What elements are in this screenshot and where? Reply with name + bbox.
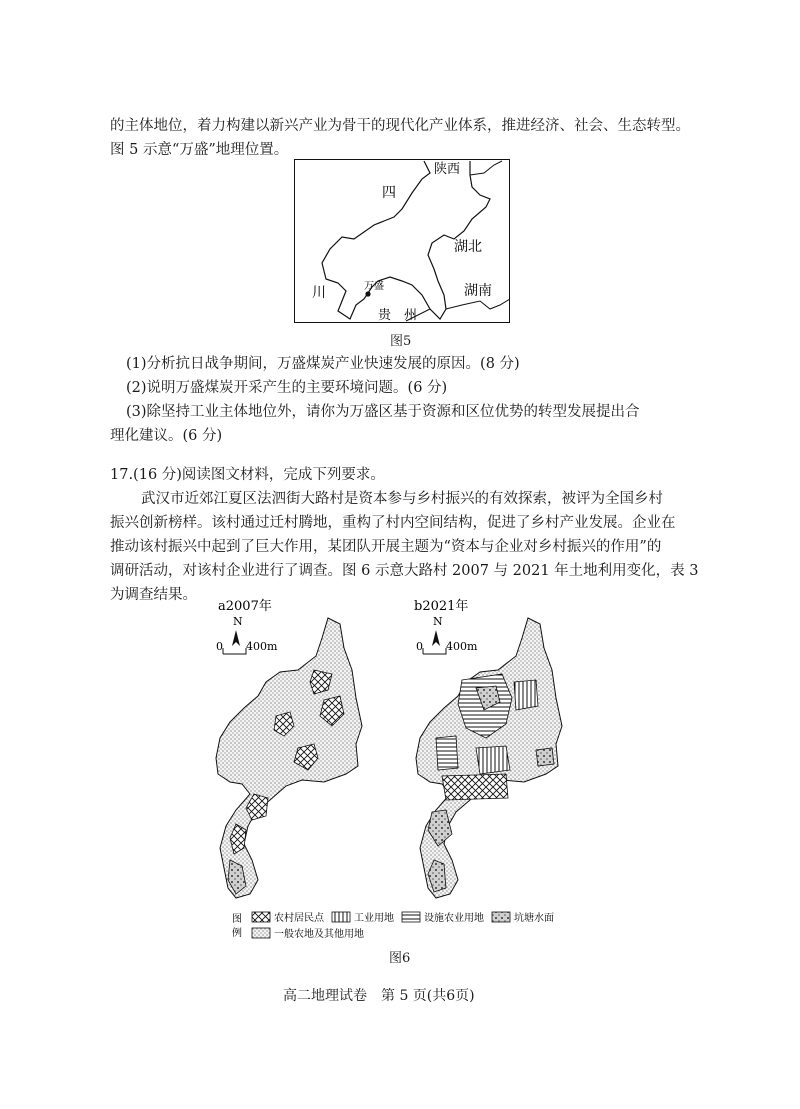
svg-text:图: 图 — [232, 914, 242, 925]
svg-text:N: N — [433, 615, 443, 628]
legend-facility-swatch — [402, 912, 420, 922]
q16-item-3a: (3)除坚持工业主体地位外，请你为万盛区基于资源和区位优势的转型发展提出合 — [126, 404, 640, 420]
label-si: 四 — [382, 185, 396, 201]
svg-text:400m: 400m — [246, 640, 278, 653]
figure-6-maps — [206, 598, 590, 943]
label-chuan: 川 — [312, 285, 326, 301]
page-footer: 高二地理试卷 第 5 页(共6页) — [283, 988, 475, 1004]
svg-text:0: 0 — [416, 640, 423, 653]
q16-item-1: (1)分析抗日战争期间，万盛煤炭产业快速发展的原因。(8 分) — [126, 356, 520, 372]
intro-line-1: 的主体地位，着力构建以新兴产业为骨干的现代化产业体系，推进经济、社会、生态转型。 — [110, 118, 690, 134]
legend-industrial-label: 工业用地 — [354, 913, 394, 924]
q16-item-3b: 理化建议。(6 分) — [110, 428, 223, 444]
svg-text:N: N — [233, 615, 243, 628]
map-a-title: a2007年 — [218, 599, 272, 614]
q16-item-2: (2)说明万盛煤炭开采产生的主要环境问题。(6 分) — [126, 380, 448, 396]
wansheng-point — [365, 291, 370, 296]
q17-para-3: 推动该村振兴中起到了巨大作用，某团队开展主题为“资本与企业对乡村振兴的作用”的 — [110, 539, 662, 555]
map-a-2007 — [216, 618, 362, 898]
figure-6-caption: 图6 — [389, 951, 411, 966]
intro-line-2: 图 5 示意“万盛”地理位置。 — [110, 142, 289, 158]
svg-text:400m: 400m — [446, 640, 478, 653]
q17-para-1: 武汉市近郊江夏区法泗街大路村是资本参与乡村振兴的有效探索，被评为全国乡村 — [141, 491, 663, 507]
figure-5-map — [294, 159, 510, 323]
legend-farmland-label: 一般农地及其他用地 — [274, 929, 364, 940]
q17-para-2: 振兴创新榜样。该村通过迁村腾地，重构了村内空间结构，促进了乡村产业发展。企业在 — [110, 515, 676, 531]
label-shaanxi: 陕西 — [434, 162, 461, 177]
figure-6-legend — [232, 911, 554, 940]
legend-pond-label: 坑塘水面 — [514, 913, 554, 924]
map-b-title: b2021年 — [414, 599, 469, 614]
map-b-north-scale — [416, 615, 478, 654]
svg-text:例: 例 — [232, 928, 242, 939]
label-guizhou: 贵 州 — [378, 308, 418, 323]
legend-village-swatch — [252, 912, 270, 922]
label-hubei: 湖北 — [454, 239, 482, 255]
map-b-2021 — [416, 618, 562, 898]
legend-pond-swatch — [492, 912, 510, 922]
legend-facility-label: 设施农业用地 — [424, 913, 484, 924]
legend-farmland-swatch — [252, 928, 270, 938]
legend-industrial-swatch — [332, 912, 350, 922]
map-a-north-scale — [216, 615, 278, 654]
legend-village-label: 农村居民点 — [274, 913, 324, 924]
label-wansheng: 万盛 — [364, 281, 384, 292]
q17-heading: 17.(16 分)阅读图文材料，完成下列要求。 — [110, 467, 385, 483]
svg-text:0: 0 — [216, 640, 223, 653]
q17-para-4: 调研活动，对该村企业进行了调查。图 6 示意大路村 2007 与 2021 年土地利用变化，表 3 — [110, 563, 699, 579]
q17-para-5: 为调查结果。 — [110, 587, 197, 603]
label-hunan: 湖南 — [464, 283, 492, 299]
figure-5-caption: 图5 — [390, 334, 412, 349]
